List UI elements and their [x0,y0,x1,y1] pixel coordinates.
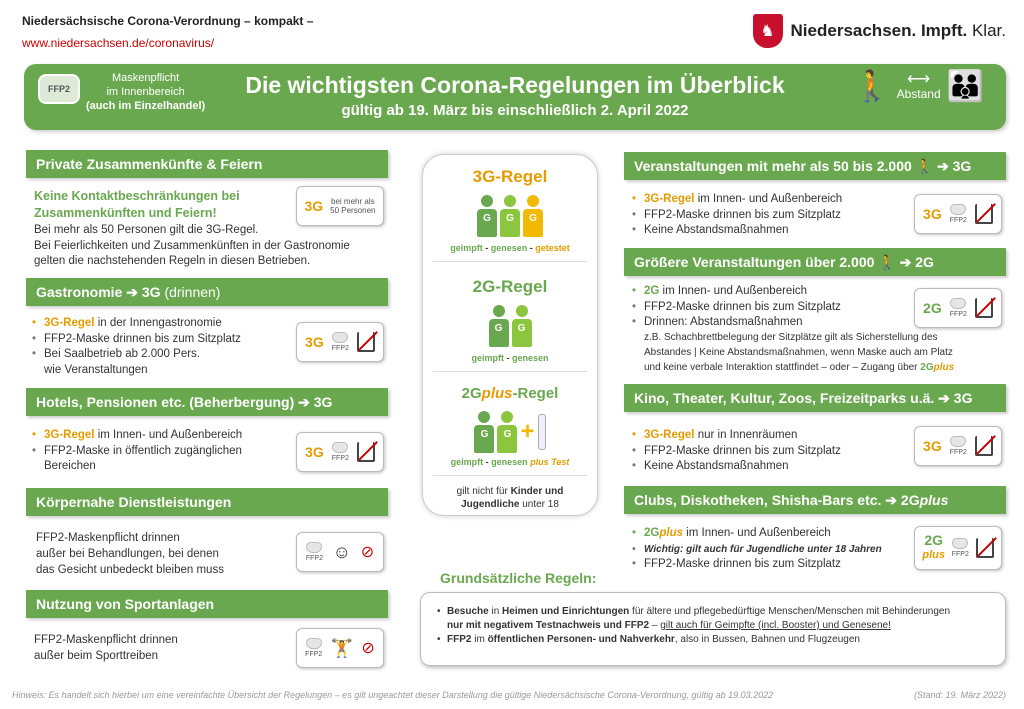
no-distance-chair-icon [975,436,993,456]
no-contact-limits-note: Keine Kontaktbeschränkungen bei Zusammenkünften und Feiern! [34,189,240,220]
validity-period: gültig ab 19. März bis einschließlich 2. April 2022 [341,102,689,119]
double-arrow-icon: ⟷ [907,71,931,88]
rule-2g-caption: geimpft - genesen [471,353,549,363]
section-personal-services-header: Körpernahe Dienstleistungen [26,488,388,516]
mask-icon [952,538,968,549]
no-distance-chair-icon [357,332,375,352]
face-icon: ☺ [332,541,352,562]
mask-icon [950,436,966,447]
source-url[interactable]: www.niedersachsen.de/coronavirus/ [22,36,215,50]
mask-icon [332,442,348,453]
gastronomy-rule-icons: 3G FFP2 [296,322,384,362]
ffp2-mask-icon: FFP2 [38,74,80,104]
status-date: (Stand: 19. März 2022) [913,690,1006,700]
mask-requirement-note: Maskenpflicht im Innenbereich (auch im Einzelhandel) [86,72,206,112]
section-events-over-2000-header: Größere Veranstaltungen über 2.000 🚶 ➔ 2G [624,248,1006,276]
private-gatherings-text: Bei mehr als 50 Personen gilt die 3G-Regel. Bei Feierlichkeiten und Zusammenkünften in der Gastronomie gelten die nachstehenden Regeln in diesen Betrieben. [34,224,350,267]
sports-icons: FFP2 🏋 ⊘ [296,628,384,668]
sports-text: FFP2-Maskenpflicht drinnen außer beim Sporttreiben [34,634,178,662]
section-gastronomy-header: Gastronomie ➔ 3G (drinnen) [26,278,388,306]
mask-icon [306,542,322,553]
family-icon: 👪 [946,70,984,103]
clubs-icons: 2G plus FFP2 [914,526,1002,570]
personal-services-text: FFP2-Maskenpflicht drinnen außer bei Behandlungen, bei denen das Gesicht unbedeckt bleiben muss [36,532,224,576]
weightlifter-icon: 🏋 [330,637,354,658]
rule-3g-title: 3G-Regel [472,167,548,186]
no-distance-chair-icon [975,204,993,224]
rule-2g-figures: G G [423,305,597,347]
disclaimer-footer: Hinweis: Es handelt sich hierbei um eine vereinfachte Übersicht der Regelungen – es gilt ungeachtet dieser Darstellung die gültige Niedersächsische Corona-Verordnung, gültig ab 19.03.2022 [12,690,774,700]
person-icon: 🚶 [915,158,934,174]
rule-2g-title: 2G-Regel [472,277,548,296]
basic-rule-public-transport: • FFP2 im öffentlichen Personen- und Nahverkehr, also in Bussen, Bahnen und Flugzeugen [437,633,993,647]
gastronomy-rules-list: • 3G-Regel in der Innengastronomie • FFP2-Maske drinnen bis zum Sitzplatz • Bei Saalbetrieb ab 2.000 Pers. wie Veranstaltungen [32,316,241,378]
children-exemption-note: gilt nicht für Kinder und Jugendliche unter 18 [456,486,564,510]
section-events-50-2000-header: Veranstaltungen mit mehr als 50 bis 2.000 🚶 ➔ 3G [624,152,1006,180]
test-kit-icon [538,414,546,450]
main-banner [24,64,1006,130]
distance-measures-note: z.B. Schachbrettbelegung der Sitzplätze gilt als Sicherstellung des Abstandes | Keine Abstandsmaßnahmen, wenn Maske auch am Platz und keine verbale Interaktion stattfindet – oder – Zugang über 2Gplus [644,332,955,373]
events-50-2000-icons: 3G FFP2 [914,194,1002,234]
basic-rule-care-homes: • Besuche in Heimen und Einrichtungen für ältere und pflegebedürftige Menschen/Menschen mit Behinderungen nur mit negativem Testnachweis und FFP2 – gilt auch für Geimpfte (incl. Booster) und Genesene! [437,605,993,633]
basic-rules-box [420,592,1006,666]
distance-label: Abstand [896,87,941,101]
rule-2gplus-title: 2Gplus-Regel [461,385,559,402]
rule-3g-caption: geimpft - genesen - getestet [450,243,570,253]
culture-leisure-rules-list: • 3G-Regel nur in Innenräumen • FFP2-Maske drinnen bis zum Sitzplatz • Keine Abstandsmaßnahmen [632,428,841,475]
person-icon: 🚶 [878,254,896,270]
plus-icon: + [520,418,535,445]
page-title: Die wichtigsten Corona-Regelungen im Überblick [245,72,785,98]
document-title: Niedersächsische Corona-Verordnung – kompakt – [22,14,314,28]
no-mask-icon: ⊘ [361,640,375,657]
culture-leisure-icons: 3G FFP2 [914,426,1002,466]
events-over-2000-rules-list: • 2G im Innen- und Außenbereich • FFP2-Maske drinnen bis zum Sitzplatz • Drinnen: Abstandsmaßnahmen [632,284,841,331]
person-icon: 🚶 [853,70,891,103]
mask-icon [950,298,966,309]
section-private-gatherings-header: Private Zusammenkünfte & Feiern [26,150,388,178]
no-mask-icon: ⊘ [360,544,375,561]
no-distance-chair-icon [975,298,993,318]
hotel-rules-list: • 3G-Regel im Innen- und Außenbereich • FFP2-Maske in öffentlich zugänglichen Bereichen [32,428,242,475]
rule-2gplus-figures: G G + [423,411,597,453]
no-distance-chair-icon [357,442,375,462]
clubs-rules-list: • 2Gplus im Innen- und Außenbereich • Wichtig: gilt auch für Jugendliche unter 18 Jahren • FFP2-Maske drinnen bis zum Sitzplatz [632,526,882,573]
mask-icon [332,332,348,343]
section-culture-leisure-header: Kino, Theater, Kultur, Zoos, Freizeitparks u.ä. ➔ 3G [624,384,1006,412]
rule-3g-figures: G G G [423,195,597,237]
rule-2gplus-caption: geimpft - genesen plus Test [450,457,570,467]
brand-logo [753,14,1006,48]
brand-slogan: Niedersachsen. Impft. Klar. [790,21,1006,40]
events-50-2000-rules-list: • 3G-Regel im Innen- und Außenbereich • FFP2-Maske drinnen bis zum Sitzplatz • Keine Abstandsmaßnahmen [632,192,842,239]
no-distance-chair-icon [976,538,994,558]
mask-icon [306,638,322,649]
distance-indicator [853,72,984,102]
basic-rules-title: Grundsätzliche Regeln: [440,570,597,586]
rules-explainer-panel [422,154,598,516]
horse-crest-icon: ♞ [753,14,783,48]
events-over-2000-icons: 2G FFP2 [914,288,1002,328]
hotel-rule-icons: 3G FFP2 [296,432,384,472]
private-3g-rule-box: 3G bei mehr als 50 Personen [296,186,384,226]
mask-icon [950,204,966,215]
section-clubs-header: Clubs, Diskotheken, Shisha-Bars etc. ➔ 2Gplus [624,486,1006,514]
section-hotels-header: Hotels, Pensionen etc. (Beherbergung) ➔ 3G [26,388,388,416]
personal-services-icons: FFP2 ☺ ⊘ [296,532,384,572]
section-sports-header: Nutzung von Sportanlagen [26,590,388,618]
